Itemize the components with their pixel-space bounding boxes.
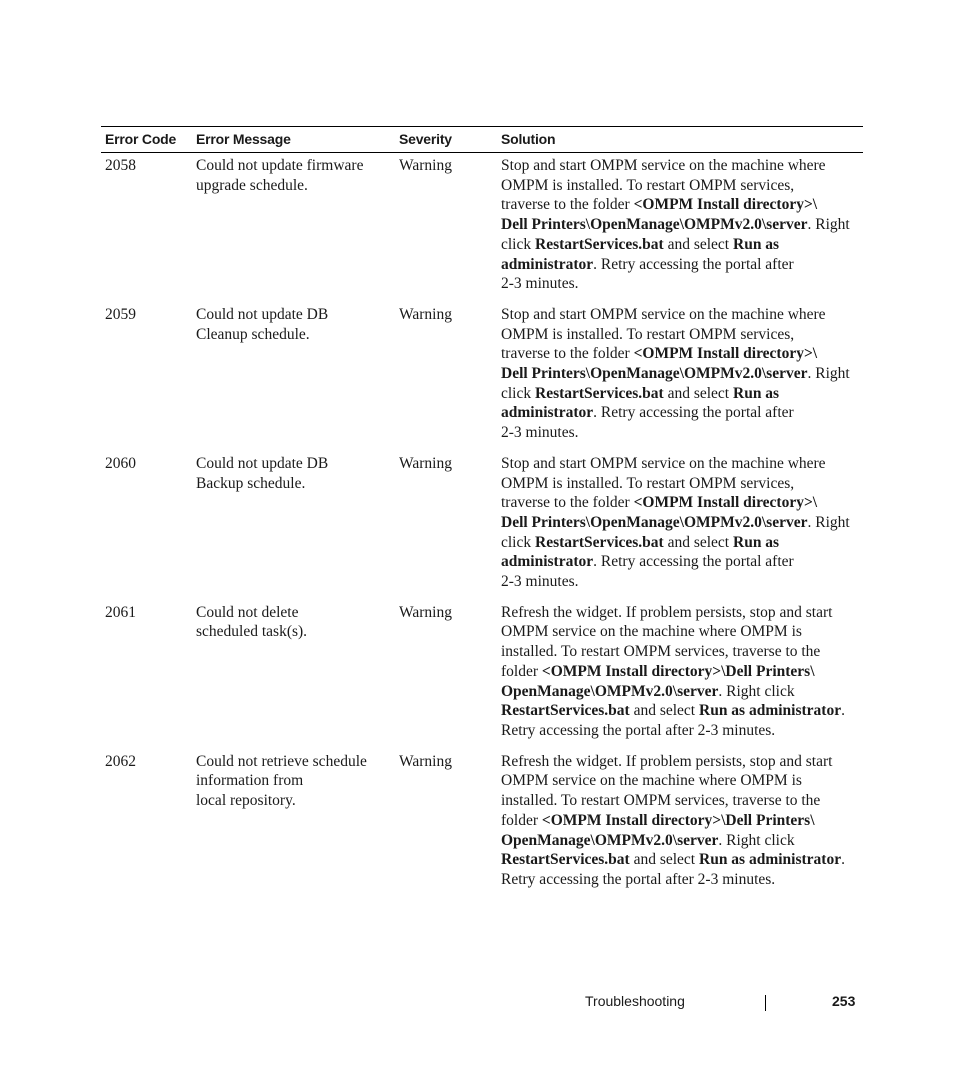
solution-line <box>501 274 863 294</box>
solution-line <box>501 642 863 662</box>
solution-line <box>501 603 863 623</box>
solution-cell <box>497 750 863 899</box>
solution-text: Refresh the widget. If problem persists, stop and start <box>501 752 833 770</box>
error-message-line: local repository. <box>196 792 296 810</box>
table-row <box>101 750 863 899</box>
solution-bold-text: OpenManage\OMPMv2.0\server <box>501 682 719 700</box>
header-error-code: Error Code <box>101 127 192 153</box>
solution-line <box>501 344 863 364</box>
error-code-table <box>101 126 863 899</box>
error-message-cell <box>192 153 395 303</box>
solution-text: folder <box>501 811 542 829</box>
table-body <box>101 153 863 899</box>
page-footer <box>0 993 954 1013</box>
solution-line <box>501 255 863 275</box>
solution-line <box>501 721 863 741</box>
solution-bold-text: RestartServices.bat <box>535 533 664 551</box>
solution-text: . Right click <box>718 831 795 849</box>
solution-bold-text: <OMPM Install directory>\Dell Printers\ <box>541 811 815 829</box>
solution-text: click <box>501 235 535 253</box>
solution-bold-text: Run as <box>733 384 780 402</box>
solution-text: and select <box>663 533 733 551</box>
error-message-cell <box>192 601 395 750</box>
solution-text: and select <box>629 851 699 869</box>
header-error-message: Error Message <box>192 127 395 153</box>
error-message-cell <box>192 303 395 452</box>
solution-text: click <box>501 384 535 402</box>
solution-line <box>501 195 863 215</box>
error-message-line: scheduled task(s). <box>196 623 308 641</box>
solution-line <box>501 215 863 235</box>
solution-line <box>501 533 863 553</box>
solution-line <box>501 474 863 494</box>
solution-line <box>501 850 863 870</box>
error-message-line: Backup schedule. <box>196 474 306 492</box>
solution-line <box>501 423 863 443</box>
solution-line <box>501 403 863 423</box>
solution-text: traverse to the folder <box>501 494 634 512</box>
solution-text: traverse to the folder <box>501 196 634 214</box>
solution-line <box>501 811 863 831</box>
solution-line <box>501 791 863 811</box>
error-message-line: Cleanup schedule. <box>196 325 310 343</box>
solution-bold-text: <OMPM Install directory>\Dell Printers\ <box>541 662 815 680</box>
error-message-line: Could not update DB <box>196 454 329 472</box>
solution-text: click <box>501 533 535 551</box>
solution-text: . <box>841 702 845 720</box>
solution-text: . Right click <box>718 682 795 700</box>
solution-text: and select <box>663 384 733 402</box>
solution-line <box>501 682 863 702</box>
solution-bold-text: RestartServices.bat <box>501 702 630 720</box>
solution-bold-text: OpenManage\OMPMv2.0\server <box>501 831 719 849</box>
error-code-cell: 2061 <box>105 603 136 621</box>
solution-text: installed. To restart OMPM services, traverse to the <box>501 643 821 661</box>
error-message-cell <box>192 750 395 899</box>
solution-text: Refresh the widget. If problem persists, stop and start <box>501 603 833 621</box>
solution-line <box>501 325 863 345</box>
table-row <box>101 452 863 601</box>
solution-bold-text: Dell Printers\OpenManage\OMPMv2.0\server <box>501 513 808 531</box>
solution-line <box>501 552 863 572</box>
solution-bold-text: RestartServices.bat <box>535 235 664 253</box>
error-message-line: information from <box>196 772 304 790</box>
solution-text: . Right <box>807 365 850 383</box>
solution-text: Retry accessing the portal after 2-3 minutes. <box>501 721 776 739</box>
solution-line <box>501 831 863 851</box>
solution-cell <box>497 303 863 452</box>
solution-line <box>501 235 863 255</box>
solution-line <box>501 176 863 196</box>
solution-text: folder <box>501 662 542 680</box>
footer-separator <box>765 995 766 1011</box>
solution-text: Retry accessing the portal after 2-3 minutes. <box>501 870 776 888</box>
page-number: 253 <box>832 993 856 1009</box>
solution-text: traverse to the folder <box>501 345 634 363</box>
solution-text: 2-3 minutes. <box>501 573 579 591</box>
solution-line <box>501 384 863 404</box>
error-code-table-container <box>101 126 863 899</box>
solution-text: and select <box>663 235 733 253</box>
solution-cell <box>497 153 863 303</box>
table-row <box>101 153 863 303</box>
footer-section-title: Troubleshooting <box>585 993 685 1009</box>
error-code-cell: 2058 <box>105 157 136 174</box>
solution-text: 2-3 minutes. <box>501 275 579 293</box>
solution-bold-text: <OMPM Install directory>\ <box>633 494 818 512</box>
solution-text: . Retry accessing the portal after <box>593 553 794 571</box>
solution-line <box>501 870 863 890</box>
solution-bold-text: Run as administrator <box>699 702 842 720</box>
solution-line <box>501 622 863 642</box>
table-header-row <box>101 127 863 153</box>
header-solution: Solution <box>497 127 863 153</box>
solution-bold-text: RestartServices.bat <box>501 851 630 869</box>
solution-bold-text: Dell Printers\OpenManage\OMPMv2.0\server <box>501 216 808 234</box>
solution-line <box>501 305 863 325</box>
solution-text: OMPM is installed. To restart OMPM services, <box>501 325 795 343</box>
solution-text: OMPM service on the machine where OMPM is <box>501 772 802 790</box>
severity-cell: Warning <box>399 752 452 770</box>
solution-cell <box>497 452 863 601</box>
solution-line <box>501 454 863 474</box>
error-code-cell: 2059 <box>105 305 136 323</box>
error-code-cell: 2060 <box>105 454 136 472</box>
solution-bold-text: administrator <box>501 553 594 571</box>
severity-cell: Warning <box>399 603 452 621</box>
severity-cell: Warning <box>399 305 452 323</box>
solution-bold-text: <OMPM Install directory>\ <box>633 196 818 214</box>
table-header <box>101 127 863 153</box>
solution-line <box>501 513 863 533</box>
error-message-line: Could not retrieve schedule <box>196 752 367 770</box>
solution-line <box>501 156 863 176</box>
table-row <box>101 303 863 452</box>
solution-line <box>501 771 863 791</box>
error-message-line: Could not delete <box>196 603 299 621</box>
solution-text: OMPM is installed. To restart OMPM services, <box>501 474 795 492</box>
solution-text: and select <box>629 702 699 720</box>
solution-text: . Retry accessing the portal after <box>593 255 794 273</box>
solution-text: Stop and start OMPM service on the machine where <box>501 157 826 174</box>
solution-bold-text: administrator <box>501 404 594 422</box>
solution-text: 2-3 minutes. <box>501 424 579 442</box>
solution-text: OMPM service on the machine where OMPM is <box>501 623 802 641</box>
header-severity: Severity <box>395 127 497 153</box>
solution-line <box>501 364 863 384</box>
severity-cell: Warning <box>399 454 452 472</box>
solution-line <box>501 752 863 772</box>
solution-bold-text: administrator <box>501 255 594 273</box>
solution-text: Stop and start OMPM service on the machine where <box>501 454 826 472</box>
solution-text: . <box>841 851 845 869</box>
severity-cell: Warning <box>399 157 452 174</box>
solution-bold-text: RestartServices.bat <box>535 384 664 402</box>
error-message-cell <box>192 452 395 601</box>
table-row <box>101 601 863 750</box>
solution-bold-text: Run as <box>733 533 780 551</box>
solution-cell <box>497 601 863 750</box>
solution-line <box>501 572 863 592</box>
solution-bold-text: Run as administrator <box>699 851 842 869</box>
solution-line <box>501 662 863 682</box>
error-code-cell: 2062 <box>105 752 136 770</box>
error-message-line: Could not update DB <box>196 305 329 323</box>
solution-text: . Right <box>807 513 850 531</box>
solution-line <box>501 701 863 721</box>
solution-text: . Retry accessing the portal after <box>593 404 794 422</box>
solution-bold-text: Run as <box>733 235 780 253</box>
solution-text: Stop and start OMPM service on the machine where <box>501 305 826 323</box>
solution-text: OMPM is installed. To restart OMPM services, <box>501 176 795 194</box>
solution-text: . Right <box>807 216 850 234</box>
error-message-line: upgrade schedule. <box>196 176 308 194</box>
solution-bold-text: <OMPM Install directory>\ <box>633 345 818 363</box>
solution-line <box>501 493 863 513</box>
error-message-line: Could not update firmware <box>196 157 364 174</box>
solution-bold-text: Dell Printers\OpenManage\OMPMv2.0\server <box>501 365 808 383</box>
solution-text: installed. To restart OMPM services, traverse to the <box>501 792 821 810</box>
